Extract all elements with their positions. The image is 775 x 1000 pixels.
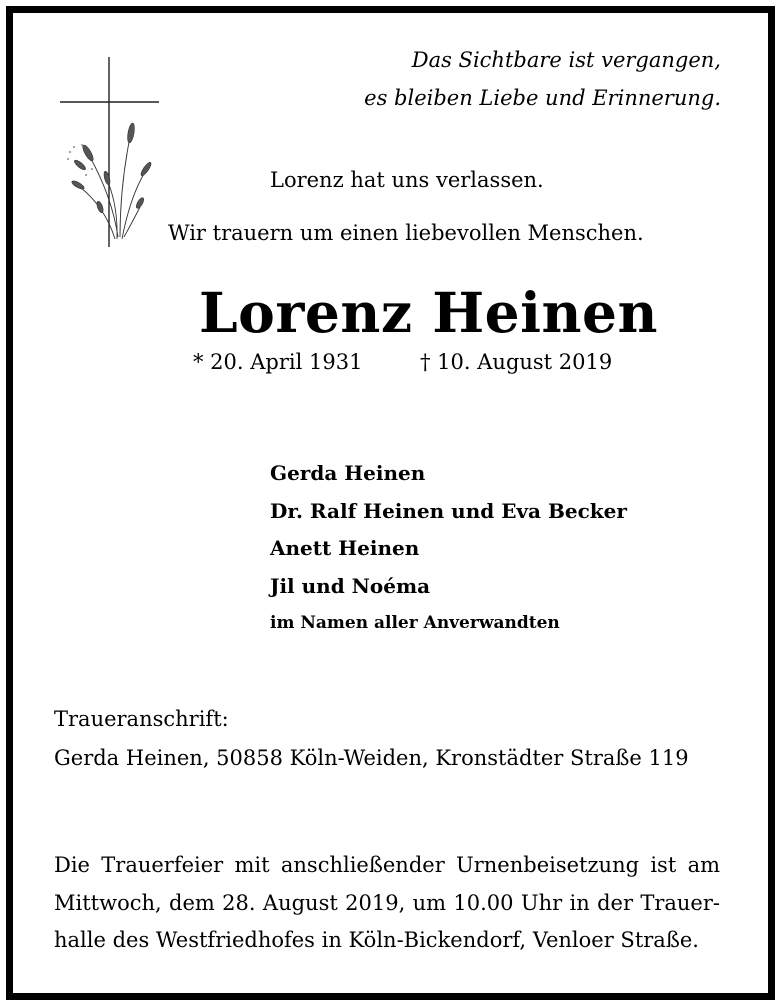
address-value: Gerda Heinen, 50858 Köln-Weiden, Kronstädter Straße 119: [54, 746, 689, 770]
service-line-3: halle des Westfriedhofes in Köln-Bickendorf, Venloer Straße.: [54, 928, 699, 952]
mourners-note: im Namen aller Anverwandten: [270, 613, 560, 633]
service-line-2: Mittwoch, dem 28. August 2019, um 10.00 Uhr in der Trauer-: [54, 890, 720, 915]
intro-line-2: Wir trauern um einen liebevollen Menschen.: [168, 221, 644, 245]
mourner-name: Jil und Noéma: [270, 573, 431, 598]
cross-with-wheat-icon: [60, 57, 160, 247]
quote-line-2: es bleiben Liebe und Erinnerung.: [364, 86, 721, 110]
mourner-name: Dr. Ralf Heinen und Eva Becker: [270, 498, 627, 523]
service-announcement: [54, 847, 720, 960]
mourner-name: Gerda Heinen: [270, 461, 426, 485]
mourners-list: [270, 455, 627, 642]
deceased-name: Lorenz Heinen: [199, 280, 659, 345]
address-label: Traueranschrift:: [54, 707, 229, 731]
death-date: † 10. August 2019: [420, 350, 613, 374]
mourner-name: Anett Heinen: [270, 536, 420, 560]
intro-line-1: Lorenz hat uns verlassen.: [270, 168, 544, 192]
service-line-1: Die Trauerfeier mit anschließender Urnenbeisetzung ist am: [54, 853, 720, 877]
quote-line-1: Das Sichtbare ist vergangen,: [411, 48, 721, 72]
birth-date: * 20. April 1931: [193, 350, 363, 374]
